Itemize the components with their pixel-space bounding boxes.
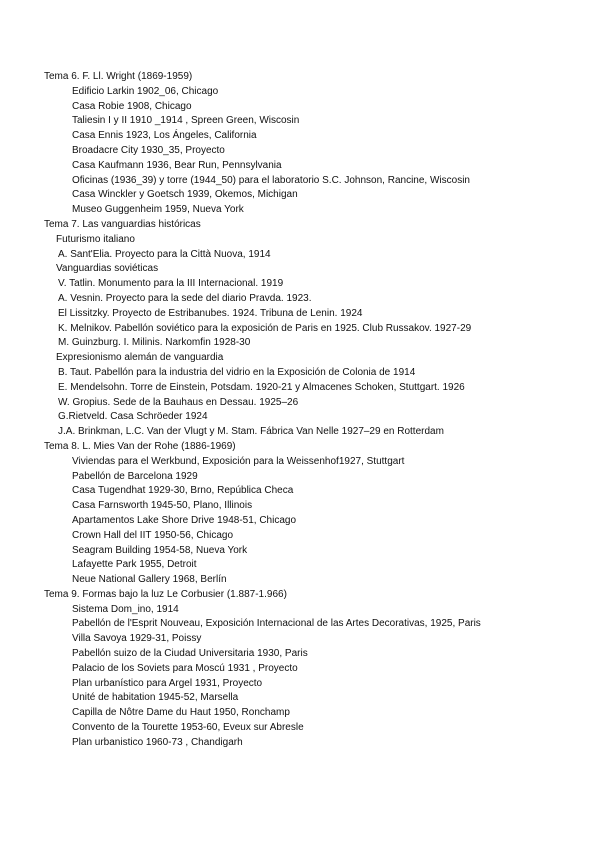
- subsection-heading: Futurismo italiano: [56, 233, 135, 245]
- list-item: Sistema Dom_ino, 1914: [72, 603, 179, 615]
- list-item: El Lissitzky. Proyecto de Estribanubes. 1924. Tribuna de Lenin. 1924: [58, 307, 363, 319]
- list-item: Crown Hall del IIT 1950-56, Chicago: [72, 529, 234, 541]
- list-item: Plan urbanistico 1960-73 , Chandigarh: [72, 736, 243, 748]
- list-item: G.Rietveld. Casa Schröeder 1924: [58, 411, 208, 423]
- list-item: Seagram Building 1954-58, Nueva York: [72, 544, 248, 556]
- list-item: W. Gropius. Sede de la Bauhaus en Dessau. 1925–26: [58, 396, 299, 408]
- list-item: Casa Farnsworth 1945-50, Plano, Illinois: [72, 500, 253, 512]
- list-item: M. Guinzburg. I. Milinis. Narkomfin 1928-30: [58, 337, 251, 349]
- section-heading: Tema 8. L. Mies Van der Rohe (1886-1969): [44, 440, 236, 452]
- list-item: V. Tatlin. Monumento para la III Internacional. 1919: [58, 278, 284, 290]
- list-item: A. Vesnin. Proyecto para la sede del diario Pravda. 1923.: [58, 292, 312, 304]
- list-item: Unité de habitation 1945-52, Marsella: [72, 692, 239, 704]
- list-item: Casa Ennis 1923, Los Ángeles, California: [72, 130, 257, 142]
- list-item: Pabellón de Barcelona 1929: [72, 470, 198, 482]
- list-item: Plan urbanístico para Argel 1931, Proyecto: [72, 677, 263, 689]
- list-item: Casa Kaufmann 1936, Bear Run, Pennsylvania: [72, 159, 282, 171]
- list-item: Broadacre City 1930_35, Proyecto: [72, 144, 225, 156]
- list-item: Apartamentos Lake Shore Drive 1948-51, Chicago: [72, 514, 297, 526]
- list-item: Convento de la Tourette 1953-60, Eveux sur Abresle: [72, 722, 304, 734]
- list-item: Casa Winckler y Goetsch 1939, Okemos, Michigan: [72, 189, 298, 201]
- list-item: Lafayette Park 1955, Detroit: [72, 559, 197, 571]
- section-heading: Tema 7. Las vanguardias históricas: [44, 218, 201, 230]
- list-item: Casa Robie 1908, Chicago: [72, 100, 192, 112]
- subsection-heading: Expresionismo alemán de vanguardia: [56, 352, 224, 364]
- section-heading: Tema 9. Formas bajo la luz Le Corbusier (1.887-1.966): [44, 588, 287, 600]
- list-item: Viviendas para el Werkbund, Exposición para la Weissenhof1927, Stuttgart: [72, 455, 405, 467]
- list-item: Capilla de Nôtre Dame du Haut 1950, Ronchamp: [72, 707, 290, 719]
- list-item: Oficinas (1936_39) y torre (1944_50) para el laboratorio S.C. Johnson, Rancine, Wiscosin: [72, 174, 470, 186]
- list-item: Edificio Larkin 1902_06, Chicago: [72, 85, 219, 97]
- list-item: J.A. Brinkman, L.C. Van der Vlugt y M. Stam. Fábrica Van Nelle 1927–29 en Rotterdam: [58, 426, 444, 438]
- list-item: Casa Tugendhat 1929-30, Brno, República Checa: [72, 485, 294, 497]
- list-item: A. Sant'Elia. Proyecto para la Città Nuova, 1914: [58, 248, 271, 260]
- list-item: Museo Guggenheim 1959, Nueva York: [72, 204, 244, 216]
- list-item: B. Taut. Pabellón para la industria del vidrio en la Exposición de Colonia de 1914: [58, 366, 416, 378]
- list-item: Villa Savoya 1929-31, Poissy: [72, 633, 202, 645]
- list-item: Taliesin I y II 1910 _1914 , Spreen Green, Wiscosin: [72, 115, 300, 127]
- list-item: K. Melnikov. Pabellón soviético para la exposición de Paris en 1925. Club Russakov. 1927-29: [58, 322, 472, 334]
- list-item: Neue National Gallery 1968, Berlín: [72, 574, 227, 586]
- subsection-heading: Vanguardias soviéticas: [56, 263, 159, 275]
- list-item: Pabellón de l'Esprit Nouveau, Exposición Internacional de las Artes Decorativas, 1925, Paris: [72, 618, 481, 630]
- document-content: [0, 70, 600, 751]
- list-item: Palacio de los Soviets para Moscú 1931 , Proyecto: [72, 662, 298, 674]
- list-item: E. Mendelsohn. Torre de Einstein, Potsdam. 1920-21 y Almacenes Schoken, Stuttgart. 1926: [58, 381, 465, 393]
- section-heading: Tema 6. F. Ll. Wright (1869-1959): [44, 71, 193, 82]
- list-item: Pabellón suizo de la Ciudad Universitaria 1930, Paris: [72, 648, 308, 660]
